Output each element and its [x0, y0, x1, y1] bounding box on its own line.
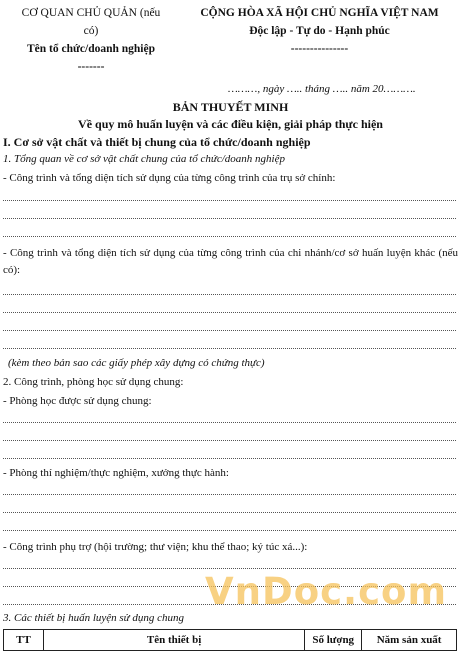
fill-line [3, 568, 456, 569]
dateline: ………, ngày ….. tháng ….. năm 20………. [228, 83, 416, 95]
fill-line [3, 294, 456, 295]
fill-line [3, 512, 456, 513]
motto-divider: --------------- [290, 43, 349, 55]
subsection-3-heading: 3. Các thiết bị huấn luyện sử dụng chung [3, 612, 185, 624]
vndoc-watermark: VnDoc.com [205, 570, 448, 613]
fill-line [3, 218, 456, 219]
subsection-2-heading: 2. Công trình, phòng học sử dụng chung: [3, 376, 184, 388]
item-laboratories: - Phòng thí nghiệm/thực nghiệm, xưởng thực hành: [3, 467, 229, 479]
country-name: CỘNG HÒA XÃ HỘI CHỦ NGHĨA VIỆT NAM [200, 7, 439, 19]
fill-line [3, 200, 456, 201]
fill-line [3, 422, 456, 423]
issuing-agency-block [0, 4, 182, 76]
subsection-1-heading: 1. Tổng quan về cơ sở vật chất chung của tổ chức/doanh nghiệp [3, 153, 285, 165]
document-subtitle: Về quy mô huấn luyện và các điều kiện, giải pháp thực hiện [78, 117, 383, 131]
parent-agency-line2: có) [83, 25, 99, 37]
column-header-index: TT [4, 630, 44, 651]
fill-line [3, 530, 456, 531]
item-main-office: - Công trình và tổng diện tích sử dụng của từng công trình của trụ sở chính: [3, 172, 336, 184]
equipment-table [3, 629, 457, 651]
parent-agency-line1: CƠ QUAN CHỦ QUẢN (nếu [21, 7, 161, 19]
national-motto-block [178, 4, 461, 58]
fill-line [3, 458, 456, 459]
table-header-row [4, 630, 457, 651]
organization-divider: ------- [77, 61, 105, 73]
organization-name: Tên tổ chức/doanh nghiệp [27, 43, 155, 55]
item-branch-offices: - Công trình và tổng diện tích sử dụng của từng công trình của chi nhánh/cơ sở huấn luyện khác (nếu có): [3, 247, 458, 276]
column-header-quantity: Số lượng [305, 630, 362, 651]
item-auxiliary-facilities: - Công trình phụ trợ (hội trường; thư viện; khu thể thao; ký túc xá...): [3, 541, 308, 553]
column-header-equipment-name: Tên thiết bị [43, 630, 304, 651]
motto: Độc lập - Tự do - Hạnh phúc [249, 25, 390, 37]
fill-line [3, 440, 456, 441]
fill-line [3, 494, 456, 495]
fill-line [3, 236, 456, 237]
fill-line [3, 348, 456, 349]
section-heading: I. Cơ sở vật chất và thiết bị chung của tổ chức/doanh nghiệp [3, 135, 311, 149]
permit-note: (kèm theo bản sao các giấy phép xây dựng có chứng thực) [8, 357, 265, 369]
item-shared-classrooms: - Phòng học được sử dụng chung: [3, 395, 152, 407]
fill-line [3, 330, 456, 331]
column-header-year-of-manufacture: Năm sản xuất [362, 630, 457, 651]
document-title: BẢN THUYẾT MINH [172, 100, 289, 114]
fill-line [3, 312, 456, 313]
